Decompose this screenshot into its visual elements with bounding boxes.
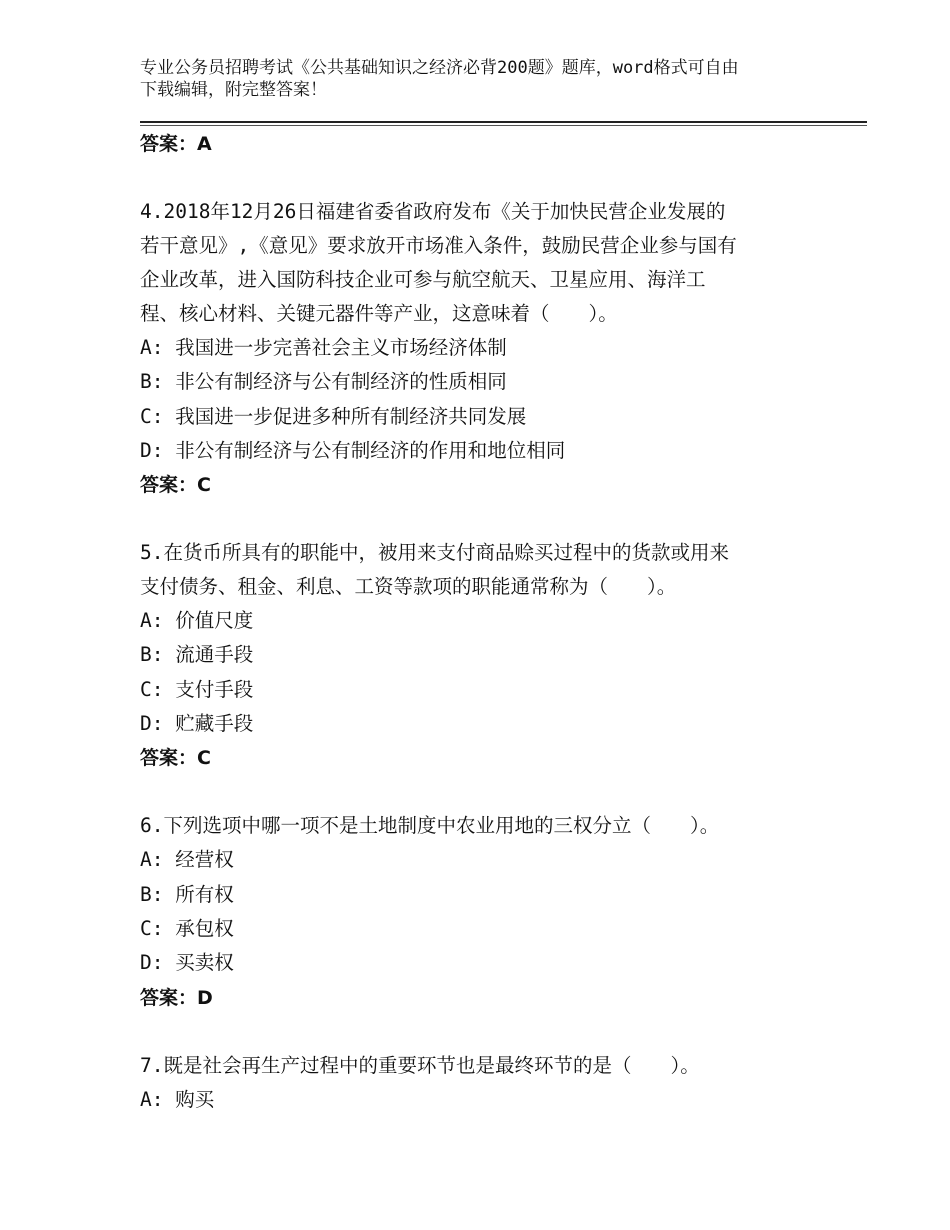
- header-line-2: 下载编辑，附完整答案！: [140, 80, 327, 100]
- page-header: [140, 57, 820, 101]
- option-d: D: 买卖权: [140, 951, 234, 975]
- option-d: D: 贮藏手段: [140, 712, 254, 736]
- question-stem-line: 若干意见》,《意见》要求放开市场准入条件，鼓励民营企业参与国有: [140, 234, 737, 257]
- option-c: C: 支付手段: [140, 677, 254, 701]
- question-stem-line: 7.既是社会再生产过程中的重要环节也是最终环节的是（ ）。: [140, 1053, 700, 1077]
- question-7: [140, 1049, 830, 1117]
- question-stem-line: 支付债务、租金、利息、工资等款项的职能通常称为（ ）。: [140, 575, 677, 599]
- header-line-1: 专业公务员招聘考试《公共基础知识之经济必背200题》题库，word格式可自由: [140, 58, 739, 78]
- answer-line: 答案：A: [140, 133, 212, 155]
- question-stem-line: 6.下列选项中哪一项不是土地制度中农业用地的三权分立（ ）。: [140, 814, 720, 838]
- option-a: A: 我国进一步完善社会主义市场经济体制: [140, 336, 507, 359]
- option-b: B: 非公有制经济与公有制经济的性质相同: [140, 370, 507, 394]
- question-stem-line: 5.在货币所具有的职能中，被用来支付商品赊买过程中的货款或用来: [140, 541, 729, 565]
- option-b: B: 流通手段: [140, 643, 254, 667]
- option-a: A: 购买: [140, 1087, 215, 1111]
- answer-line: 答案：D: [140, 986, 213, 1009]
- option-b: B: 所有权: [140, 882, 234, 906]
- question-stem-line: 企业改革，进入国防科技企业可参与航空航天、卫星应用、海洋工: [140, 268, 706, 291]
- option-a: A: 经营权: [140, 848, 234, 872]
- option-a: A: 价值尺度: [140, 609, 254, 633]
- question-5: [140, 536, 830, 775]
- document-body: [140, 126, 830, 1117]
- option-c: C: 承包权: [140, 916, 234, 940]
- answer-line: 答案：C: [140, 474, 211, 497]
- question-stem-line: 4.2018年12月26日福建省委省政府发布《关于加快民营企业发展的: [140, 200, 726, 223]
- answer-line: 答案：C: [140, 747, 211, 770]
- option-c: C: 我国进一步促进多种所有制经济共同发展: [140, 404, 527, 428]
- header-rule: [140, 121, 867, 123]
- question-4: [140, 195, 830, 502]
- option-d: D: 非公有制经济与公有制经济的作用和地位相同: [140, 438, 566, 462]
- question-stem-line: 程、核心材料、关键元器件等产业，这意味着（ ）。: [140, 302, 618, 325]
- question-6: [140, 809, 830, 1014]
